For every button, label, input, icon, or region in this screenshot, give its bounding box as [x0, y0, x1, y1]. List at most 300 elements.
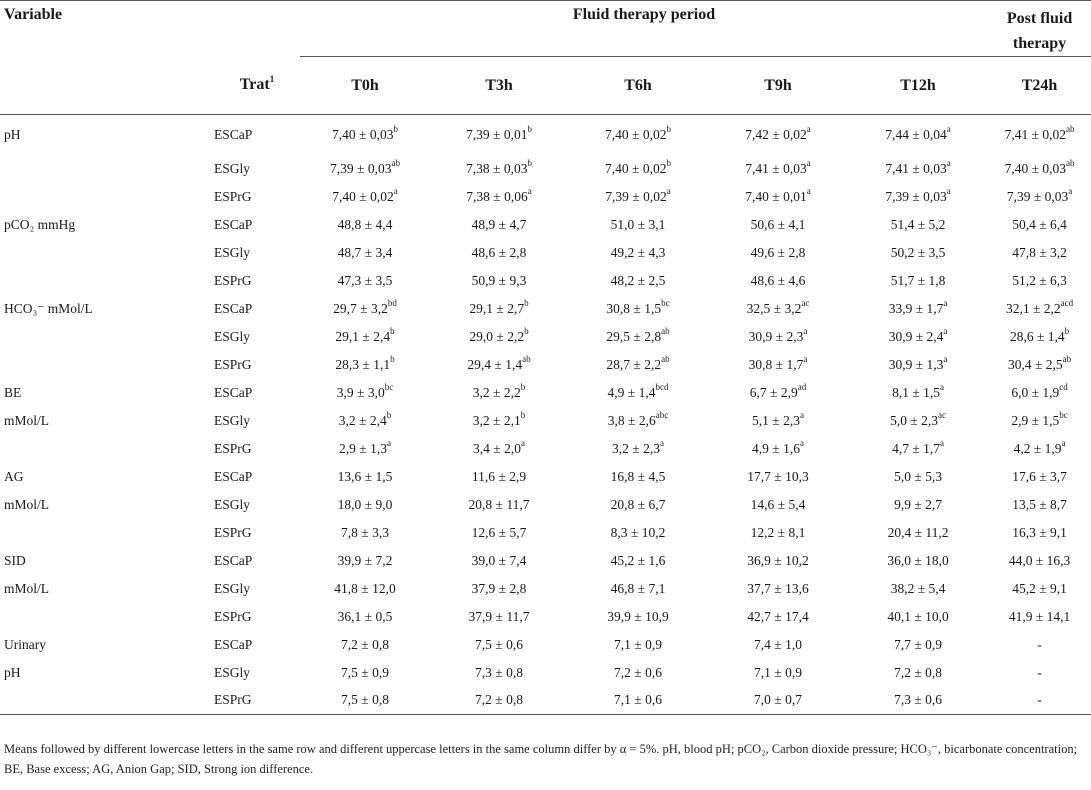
table-row	[0, 407, 1091, 435]
value-text: 5,0 ± 2,3	[890, 412, 938, 428]
post-fluid-therapy-header	[988, 1, 1091, 57]
value-cell	[300, 575, 430, 603]
header-row-1	[0, 1, 1091, 57]
table-row	[0, 631, 1091, 659]
value-text: 30,9 ± 2,3	[748, 328, 804, 344]
value-cell	[848, 211, 988, 239]
value-text: 47,8 ± 3,2	[1012, 244, 1067, 260]
value-cell	[848, 547, 988, 575]
value-cell	[568, 575, 708, 603]
value-cell	[988, 603, 1091, 631]
treatment-label: ESPrG	[214, 440, 252, 456]
value-text: 29,1 ± 2,4	[335, 328, 391, 344]
significance-letters: a	[520, 438, 525, 448]
value-cell	[988, 575, 1091, 603]
significance-letters: a	[1068, 186, 1073, 196]
significance-letters: ab	[522, 354, 531, 364]
value-cell	[708, 295, 848, 323]
value-text: 12,6 ± 5,7	[471, 524, 527, 540]
value-cell	[988, 211, 1091, 239]
value-text: 47,3 ± 3,5	[337, 272, 393, 288]
value-text: 51,4 ± 5,2	[890, 216, 946, 232]
value-cell	[300, 183, 430, 211]
value-text: 7,40 ± 0,01	[745, 188, 807, 204]
table-row	[0, 323, 1091, 351]
value-cell	[300, 323, 430, 351]
value-text: 29,5 ± 2,8	[606, 328, 662, 344]
value-text: 5,0 ± 5,3	[894, 468, 942, 484]
value-text: 30,4 ± 2,5	[1007, 356, 1063, 372]
significance-letters: b	[393, 124, 398, 135]
table-row	[0, 687, 1091, 715]
table-body	[0, 115, 1091, 715]
value-text: 7,40 ± 0,02	[332, 188, 394, 204]
time-header-t3h: T3h	[485, 76, 513, 94]
significance-letters: ac	[801, 298, 810, 308]
value-cell	[848, 323, 988, 351]
value-cell	[300, 407, 430, 435]
value-text: 7,3 ± 0,6	[894, 692, 942, 708]
value-text: 39,9 ± 7,2	[337, 552, 393, 568]
time-header-t9h: T9h	[764, 76, 792, 94]
value-text: 7,41 ± 0,02	[1004, 126, 1066, 142]
value-cell	[430, 631, 568, 659]
value-cell	[430, 575, 568, 603]
value-text: 8,1 ± 1,5	[892, 384, 940, 400]
value-cell	[430, 407, 568, 435]
value-cell	[708, 155, 848, 183]
value-text: 48,6 ± 2,8	[471, 244, 527, 260]
value-text: 9,9 ± 2,7	[894, 496, 942, 512]
value-cell	[848, 687, 988, 715]
value-text: 7,1 ± 0,9	[614, 636, 662, 652]
value-cell	[848, 115, 988, 155]
significance-letters: a	[527, 186, 532, 196]
time-header-t6h: T6h	[624, 76, 652, 94]
post-header-line1: Post fluid	[1006, 10, 1073, 27]
value-text: 33,9 ± 1,7	[888, 300, 944, 316]
value-cell	[568, 687, 708, 715]
value-text: 50,6 ± 4,1	[750, 216, 806, 232]
value-text: 11,6 ± 2,9	[471, 468, 527, 484]
value-cell	[430, 351, 568, 379]
significance-letters: a	[943, 354, 948, 364]
table-row	[0, 435, 1091, 463]
significance-letters: b	[386, 410, 392, 420]
value-text: 7,40 ± 0,03	[332, 126, 394, 142]
significance-letters: a	[1061, 438, 1066, 448]
value-cell	[568, 211, 708, 239]
value-text: 42,7 ± 17,4	[747, 608, 809, 624]
variable-label: pH	[4, 126, 21, 142]
value-cell	[568, 659, 708, 687]
significance-letters: a	[946, 186, 951, 196]
value-cell	[988, 659, 1091, 687]
post-header-line2: therapy	[1012, 35, 1067, 52]
treatment-label: ESCaP	[214, 384, 253, 400]
significance-letters: b	[524, 298, 529, 308]
value-text: 37,7 ± 13,6	[747, 580, 809, 596]
treatment-label: ESGly	[214, 160, 251, 176]
significance-letters: ad	[797, 382, 807, 392]
significance-letters: a	[939, 438, 944, 448]
value-cell	[848, 435, 988, 463]
value-text: 39,9 ± 10,9	[607, 608, 669, 624]
table-row	[0, 155, 1091, 183]
significance-letters: b	[666, 158, 671, 168]
treatment-label: ESCaP	[214, 216, 253, 232]
value-text: 48,2 ± 2,5	[610, 272, 666, 288]
significance-letters: a	[803, 326, 808, 336]
value-text: 30,9 ± 2,4	[888, 328, 944, 344]
value-text: 7,5 ± 0,8	[341, 692, 389, 708]
value-cell	[708, 115, 848, 155]
value-text: 36,9 ± 10,2	[747, 552, 809, 568]
value-cell	[300, 491, 430, 519]
value-cell	[430, 267, 568, 295]
value-cell	[988, 547, 1091, 575]
value-cell	[708, 603, 848, 631]
value-cell	[300, 239, 430, 267]
variable-label: mMol/L	[4, 412, 50, 428]
variable-header: Variable	[4, 6, 63, 23]
value-cell	[988, 491, 1091, 519]
table-footnote: Means followed by different lowercase letters in the same row and different uppercase letters in the same column differ by α = 5%. pH, blood pH; pCO₂, Carbon dioxide pressure; HCO₃⁻, bicarbonate concentration; BE, Base excess; AG, Anion Gap; SID, Strong ion difference.	[4, 742, 1078, 776]
value-text: 50,4 ± 6,4	[1012, 216, 1067, 232]
value-cell	[708, 491, 848, 519]
value-text: 51,0 ± 3,1	[610, 216, 666, 232]
significance-letters: ab	[1066, 158, 1075, 168]
significance-letters: bc	[661, 298, 670, 308]
value-text: 49,2 ± 4,3	[610, 244, 666, 260]
table-row	[0, 519, 1091, 547]
value-text: 44,0 ± 16,3	[1008, 552, 1071, 568]
header-row-2	[0, 57, 1091, 115]
value-text: 20,8 ± 11,7	[468, 496, 530, 512]
value-text: 7,42 ± 0,02	[745, 126, 807, 142]
time-header-t0h: T0h	[351, 76, 379, 94]
significance-letters: ac	[937, 410, 946, 420]
value-cell	[568, 183, 708, 211]
value-text: 7,41 ± 0,03	[885, 160, 947, 176]
value-cell	[988, 519, 1091, 547]
value-text: 12,2 ± 8,1	[750, 524, 806, 540]
treatment-label: ESGly	[214, 496, 251, 512]
value-cell	[430, 211, 568, 239]
value-cell	[708, 351, 848, 379]
value-text: 7,1 ± 0,9	[754, 664, 802, 680]
value-text: 4,7 ± 1,7	[892, 440, 940, 456]
table-row	[0, 575, 1091, 603]
value-cell	[300, 603, 430, 631]
treatment-label: ESGly	[214, 412, 251, 428]
significance-letters: b	[527, 158, 532, 168]
value-text: 50,9 ± 9,3	[471, 272, 527, 288]
variable-label: BE	[4, 384, 22, 400]
value-text: 7,38 ± 0,06	[466, 188, 528, 204]
value-text: 7,1 ± 0,6	[614, 692, 662, 708]
treatment-label: ESGly	[214, 328, 251, 344]
significance-letters: abc	[655, 410, 669, 420]
significance-letters: a	[939, 382, 944, 392]
significance-letters: a	[946, 158, 951, 168]
value-text: 32,5 ± 3,2	[746, 300, 802, 316]
value-cell	[568, 435, 708, 463]
value-text: 38,2 ± 5,4	[890, 580, 946, 596]
treatment-label: ESGly	[214, 580, 251, 596]
treatment-label: ESCaP	[214, 552, 253, 568]
value-cell	[708, 211, 848, 239]
value-text: 16,8 ± 4,5	[610, 468, 666, 484]
value-text: 50,2 ± 3,5	[890, 244, 946, 260]
value-cell	[848, 267, 988, 295]
value-text: 30,9 ± 1,3	[888, 356, 944, 372]
value-cell	[568, 631, 708, 659]
value-cell	[568, 155, 708, 183]
significance-letters: a	[659, 438, 664, 448]
significance-letters: b	[524, 326, 529, 336]
treatment-label: ESCaP	[214, 300, 253, 316]
value-cell	[430, 463, 568, 491]
significance-letters: a	[803, 354, 808, 364]
value-text: 32,1 ± 2,2	[1005, 300, 1061, 316]
value-text: 37,9 ± 11,7	[468, 608, 530, 624]
value-cell	[988, 239, 1091, 267]
variable-label: SID	[4, 552, 26, 568]
treatment-label: ESPrG	[214, 188, 252, 204]
significance-letters: ab	[1066, 124, 1075, 135]
value-text: 6,7 ± 2,9	[749, 384, 798, 400]
value-text: 51,7 ± 1,8	[890, 272, 946, 288]
significance-letters: a	[666, 186, 671, 196]
significance-letters: cd	[1059, 382, 1068, 392]
significance-letters: b	[527, 124, 532, 135]
value-text: 7,3 ± 0,8	[475, 664, 523, 680]
value-text: 18,0 ± 9,0	[337, 496, 393, 512]
value-cell	[848, 239, 988, 267]
treatment-label: ESPrG	[214, 692, 252, 708]
value-text: -	[1037, 636, 1042, 652]
value-text: 48,7 ± 3,4	[337, 244, 393, 260]
value-cell	[848, 491, 988, 519]
value-cell	[708, 547, 848, 575]
value-text: 45,2 ± 1,6	[610, 552, 666, 568]
value-cell	[708, 575, 848, 603]
value-text: 51,2 ± 6,3	[1012, 272, 1067, 288]
value-cell	[568, 547, 708, 575]
value-cell	[988, 687, 1091, 715]
value-text: 7,38 ± 0,03	[466, 160, 528, 176]
treatment-label: ESPrG	[214, 608, 252, 624]
significance-letters: b	[390, 326, 395, 336]
significance-letters: a	[946, 124, 951, 135]
value-cell	[708, 183, 848, 211]
value-text: 7,2 ± 0,8	[894, 664, 942, 680]
value-text: 7,40 ± 0,02	[605, 160, 667, 176]
value-cell	[848, 659, 988, 687]
value-cell	[300, 687, 430, 715]
value-cell	[430, 115, 568, 155]
value-text: 7,39 ± 0,02	[605, 188, 667, 204]
value-text: 7,41 ± 0,03	[745, 160, 807, 176]
value-text: 7,7 ± 0,9	[894, 636, 942, 652]
value-cell	[568, 519, 708, 547]
value-text: 20,4 ± 11,2	[887, 524, 949, 540]
value-text: 16,3 ± 9,1	[1012, 524, 1067, 540]
value-cell	[430, 687, 568, 715]
significance-letters: bd	[387, 298, 397, 308]
treatment-label: ESPrG	[214, 524, 252, 540]
value-text: 2,9 ± 1,5	[1011, 412, 1060, 428]
value-text: 29,7 ± 3,2	[333, 300, 388, 316]
value-cell	[300, 115, 430, 155]
value-cell	[848, 379, 988, 407]
value-text: 3,4 ± 2,0	[473, 440, 521, 456]
value-cell	[708, 687, 848, 715]
significance-letters: a	[943, 326, 948, 336]
treatment-label: ESCaP	[214, 468, 253, 484]
significance-letters: b	[666, 124, 671, 135]
significance-letters: bc	[384, 382, 394, 392]
value-text: 7,0 ± 0,7	[754, 692, 802, 708]
value-cell	[988, 295, 1091, 323]
value-cell	[300, 659, 430, 687]
table-row	[0, 267, 1091, 295]
value-cell	[430, 435, 568, 463]
value-text: 29,4 ± 1,4	[467, 356, 523, 372]
significance-letters: a	[799, 410, 804, 420]
value-cell	[848, 155, 988, 183]
value-cell	[300, 631, 430, 659]
value-text: 17,6 ± 3,7	[1012, 468, 1067, 484]
value-cell	[430, 183, 568, 211]
value-text: 30,8 ± 1,5	[606, 300, 662, 316]
value-text: 3,2 ± 2,4	[338, 412, 387, 428]
value-text: 5,1 ± 2,3	[752, 412, 800, 428]
significance-letters: a	[393, 186, 398, 196]
significance-letters: ab	[661, 354, 670, 364]
value-text: 7,2 ± 0,6	[614, 664, 662, 680]
value-text: 46,8 ± 7,1	[610, 580, 666, 596]
time-header-t24h: T24h	[1021, 76, 1058, 94]
value-text: 36,0 ± 18,0	[887, 552, 949, 568]
value-text: 3,9 ± 3,0	[336, 384, 385, 400]
value-cell	[300, 267, 430, 295]
variable-label: pCO₂ mmHg	[4, 216, 76, 232]
value-cell	[988, 435, 1091, 463]
value-text: 28,6 ± 1,4	[1009, 328, 1065, 344]
value-cell	[848, 603, 988, 631]
value-text: -	[1037, 664, 1042, 680]
value-cell	[848, 295, 988, 323]
value-cell	[988, 463, 1091, 491]
value-cell	[988, 323, 1091, 351]
value-cell	[848, 519, 988, 547]
value-cell	[708, 659, 848, 687]
value-cell	[988, 115, 1091, 155]
variable-label: HCO₃⁻ mMol/L	[4, 300, 93, 316]
value-text: 7,39 ± 0,03	[330, 160, 392, 176]
significance-letters: a	[806, 124, 811, 135]
treatment-label: ESPrG	[214, 356, 252, 372]
value-cell	[848, 407, 988, 435]
value-cell	[708, 435, 848, 463]
significance-letters: a	[386, 438, 391, 448]
value-cell	[568, 351, 708, 379]
value-cell	[568, 267, 708, 295]
value-cell	[300, 547, 430, 575]
fluid-therapy-period-header: Fluid therapy period	[300, 1, 988, 57]
value-text: 7,2 ± 0,8	[475, 692, 523, 708]
significance-letters: b	[390, 354, 395, 364]
value-cell	[300, 155, 430, 183]
significance-letters: b	[520, 382, 526, 392]
value-text: 8,3 ± 10,2	[610, 524, 666, 540]
value-text: 14,6 ± 5,4	[750, 496, 806, 512]
value-text: 7,5 ± 0,6	[475, 636, 523, 652]
value-cell	[848, 631, 988, 659]
value-text: 6,0 ± 1,9	[1011, 384, 1060, 400]
treatment-label: ESCaP	[214, 636, 253, 652]
table-row	[0, 115, 1091, 155]
value-cell	[568, 323, 708, 351]
value-text: 39,0 ± 7,4	[471, 552, 527, 568]
value-cell	[430, 659, 568, 687]
variable-label: Urinary	[4, 636, 46, 652]
value-cell	[708, 519, 848, 547]
value-text: 41,9 ± 14,1	[1008, 608, 1071, 624]
value-text: 7,5 ± 0,9	[341, 664, 389, 680]
value-text: 4,9 ± 1,4	[607, 384, 656, 400]
value-cell	[568, 603, 708, 631]
significance-letters: a	[799, 438, 804, 448]
value-cell	[708, 267, 848, 295]
value-text: 29,0 ± 2,2	[469, 328, 525, 344]
table-row	[0, 183, 1091, 211]
value-text: 13,5 ± 8,7	[1012, 496, 1067, 512]
value-cell	[300, 351, 430, 379]
table-row	[0, 239, 1091, 267]
value-text: 29,1 ± 2,7	[469, 300, 525, 316]
value-text: 3,2 ± 2,3	[612, 440, 660, 456]
significance-letters: b	[520, 410, 526, 420]
significance-letters: ab	[391, 158, 400, 168]
value-text: 13,6 ± 1,5	[337, 468, 393, 484]
value-text: 17,7 ± 10,3	[747, 468, 809, 484]
value-text: 7,39 ± 0,03	[1006, 188, 1069, 204]
value-cell	[708, 379, 848, 407]
value-cell	[988, 351, 1091, 379]
value-cell	[988, 631, 1091, 659]
value-text: -	[1037, 692, 1042, 708]
value-cell	[430, 379, 568, 407]
value-cell	[300, 519, 430, 547]
table-row	[0, 547, 1091, 575]
value-text: 40,1 ± 10,0	[887, 608, 949, 624]
value-cell	[988, 183, 1091, 211]
value-cell	[848, 575, 988, 603]
value-cell	[568, 491, 708, 519]
value-text: 48,6 ± 4,6	[750, 272, 806, 288]
value-text: 49,6 ± 2,8	[750, 244, 806, 260]
value-cell	[568, 295, 708, 323]
value-cell	[708, 407, 848, 435]
value-text: 37,9 ± 2,8	[471, 580, 527, 596]
value-text: 3,8 ± 2,6	[607, 412, 656, 428]
value-text: 7,44 ± 0,04	[885, 126, 947, 142]
value-cell	[988, 155, 1091, 183]
value-cell	[568, 115, 708, 155]
